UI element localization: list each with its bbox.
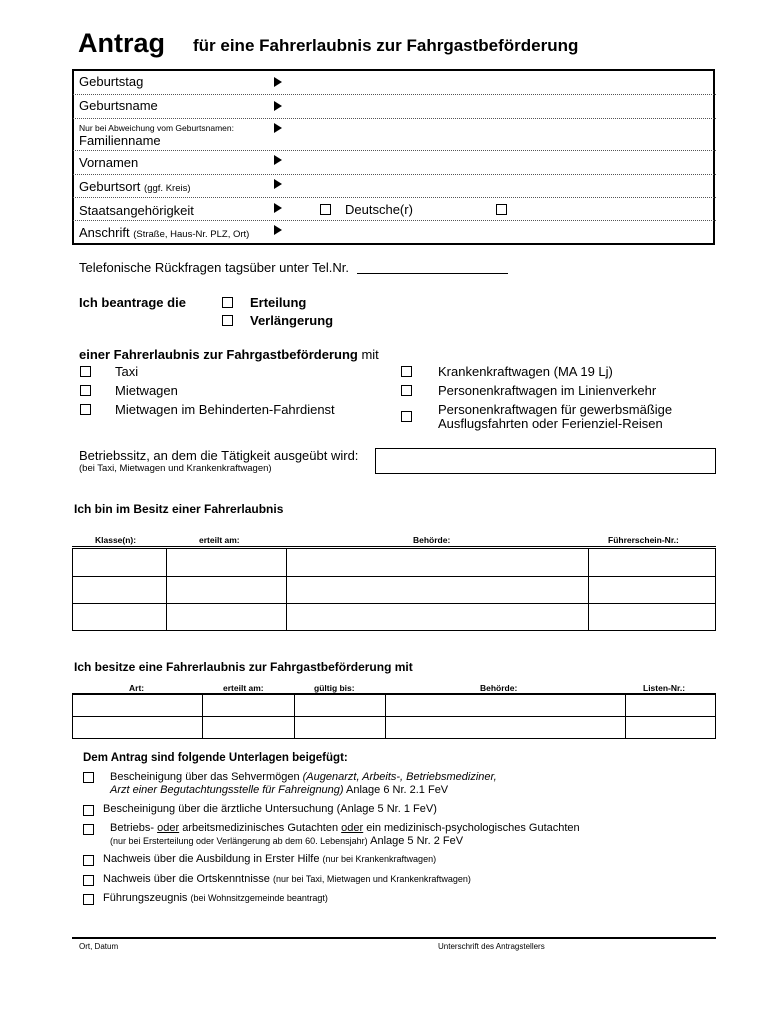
table-cell[interactable] (386, 717, 626, 739)
col-gueltig-bis: gültig bis: (314, 683, 355, 693)
table-cell[interactable] (295, 717, 386, 739)
label-ortskenntnisse: Nachweis über die Ortskenntnisse (nur bei Taxi, Mietwagen und Krankenkraftwagen) (103, 873, 471, 885)
personal-data-box (72, 69, 715, 245)
arrow-right-icon (274, 225, 282, 235)
checkbox-verlaengerung[interactable] (222, 315, 233, 326)
telefon-field[interactable] (357, 273, 508, 274)
table-cell[interactable] (386, 695, 626, 717)
col-erteilt-am-2: erteilt am: (223, 683, 264, 693)
fahrerlaubnis-table (72, 548, 716, 631)
table-cell[interactable] (589, 549, 716, 577)
fahrerlaubnis-heading: Ich bin im Besitz einer Fahrerlaubnis (74, 502, 284, 516)
table-cell[interactable] (167, 604, 287, 631)
checkbox-fuehrungszeugnis[interactable] (83, 894, 94, 905)
table-cell[interactable] (167, 549, 287, 577)
form-subtitle: für eine Fahrerlaubnis zur Fahrgastbeförderung (193, 36, 579, 55)
checkbox-ortskenntnisse[interactable] (83, 875, 94, 886)
col-klasse: Klasse(n): (95, 535, 137, 545)
table-top-rule (72, 546, 716, 547)
label-familienname: Familienname (79, 133, 161, 148)
col-behoerde-2: Behörde: (480, 683, 518, 693)
table-cell[interactable] (73, 717, 203, 739)
arrow-right-icon (274, 203, 282, 213)
table-cell[interactable] (626, 695, 716, 717)
label-krankenkraftwagen: Krankenkraftwagen (MA 19 Lj) (438, 364, 613, 379)
fahrgast-heading: Ich besitze eine Fahrerlaubnis zur Fahrgastbeförderung mit (74, 660, 413, 674)
label-telefon: Telefonische Rückfragen tagsüber unter Tel.Nr. (79, 260, 350, 275)
table-cell[interactable] (73, 577, 167, 604)
label-fuehrungszeugnis: Führungszeugnis (bei Wohnsitzgemeinde beantragt) (103, 892, 328, 904)
checkbox-linienverkehr[interactable] (401, 385, 412, 396)
label-sehvermoegen: Bescheinigung über das Sehvermögen (Augenarzt, Arbeits-, Betriebsmediziner, Arzt einer Begutachtungsstelle für Fahreignung) Anlage 6 Nr. 2.1 FeV (110, 771, 497, 796)
checkbox-gutachten[interactable] (83, 824, 94, 835)
col-fuehrerschein-nr: Führerschein-Nr.: (608, 535, 679, 545)
label-ausflugsfahrten-2: Ausflugsfahrten oder Ferienziel-Reisen (438, 416, 663, 431)
label-erste-hilfe: Nachweis über die Ausbildung in Erster Hilfe (nur bei Krankenkraftwagen) (103, 853, 437, 865)
table-cell[interactable] (589, 577, 716, 604)
label-taxi: Taxi (115, 364, 139, 379)
label-geburtsort: Geburtsort (ggf. Kreis) (79, 179, 191, 194)
label-betriebssitz: Betriebssitz, an dem die Tätigkeit ausgeübt wird: (79, 448, 359, 463)
table-cell[interactable] (73, 695, 203, 717)
label-betriebssitz-note: (bei Taxi, Mietwagen und Krankenkraftwagen) (79, 463, 272, 474)
table-row (73, 717, 716, 739)
label-ausflugsfahrten-1: Personenkraftwagen für gewerbsmäßige (438, 402, 673, 417)
label-beantrage: Ich beantrage die (79, 295, 186, 310)
label-gutachten: Betriebs- oder arbeitsmedizinisches Gutachten oder ein medizinisch-psychologisches Gutachten (nur bei Ersterteilung oder Verlängerung ab dem 60. Lebensjahr) Anlage 5 Nr. 2 FeV (110, 822, 580, 847)
table-cell[interactable] (73, 549, 167, 577)
label-mietwagen: Mietwagen (115, 383, 178, 398)
table-cell[interactable] (203, 695, 295, 717)
table-cell[interactable] (287, 549, 589, 577)
table-cell[interactable] (295, 695, 386, 717)
table-row (73, 549, 716, 577)
label-abweichung-note: Nur bei Abweichung vom Geburtsnamen: (79, 123, 234, 133)
label-verlaengerung: Verlängerung (250, 313, 334, 328)
arrow-right-icon (274, 123, 282, 133)
checkbox-mietwagen[interactable] (80, 385, 91, 396)
col-behoerde: Behörde: (413, 535, 451, 545)
col-listen-nr: Listen-Nr.: (643, 683, 686, 693)
betriebssitz-field[interactable] (375, 448, 716, 474)
checkbox-krankenkraftwagen[interactable] (401, 366, 412, 377)
label-ort-datum: Ort, Datum (79, 942, 119, 951)
checkbox-erste-hilfe[interactable] (83, 855, 94, 866)
table-cell[interactable] (626, 717, 716, 739)
table-cell[interactable] (203, 717, 295, 739)
label-erteilung: Erteilung (250, 295, 307, 310)
label-deutsche: Deutsche(r) (345, 202, 413, 217)
checkbox-andere-staatsangehoerigkeit[interactable] (496, 204, 507, 215)
label-geburtsname: Geburtsname (79, 98, 158, 113)
table-cell[interactable] (589, 604, 716, 631)
checkbox-mietwagen-behinderten[interactable] (80, 404, 91, 415)
checkbox-taxi[interactable] (80, 366, 91, 377)
arrow-right-icon (274, 101, 282, 111)
signature-line[interactable] (72, 937, 716, 939)
arrow-right-icon (274, 155, 282, 165)
checkbox-aerztliche-untersuchung[interactable] (83, 805, 94, 816)
table-row (73, 604, 716, 631)
label-anschrift: Anschrift (Straße, Haus-Nr. PLZ, Ort) (79, 225, 250, 240)
label-linienverkehr: Personenkraftwagen im Linienverkehr (438, 383, 657, 398)
checkbox-deutsche[interactable] (320, 204, 331, 215)
checkbox-ausflugsfahrten[interactable] (401, 411, 412, 422)
col-erteilt-am: erteilt am: (199, 535, 240, 545)
table-row (73, 577, 716, 604)
checkbox-erteilung[interactable] (222, 297, 233, 308)
unterlagen-heading: Dem Antrag sind folgende Unterlagen beigefügt: (83, 752, 348, 764)
label-unterschrift: Unterschrift des Antragstellers (438, 942, 545, 951)
fahrgast-table (72, 694, 716, 739)
col-art: Art: (129, 683, 145, 693)
label-aerztliche-untersuchung: Bescheinigung über die ärztliche Untersuchung (Anlage 5 Nr. 1 FeV) (103, 803, 437, 815)
table-cell[interactable] (167, 577, 287, 604)
table-cell[interactable] (73, 604, 167, 631)
arrow-right-icon (274, 179, 282, 189)
label-geburtstag: Geburtstag (79, 74, 144, 89)
label-mietwagen-behinderten: Mietwagen im Behinderten-Fahrdienst (115, 402, 335, 417)
label-vornamen: Vornamen (79, 155, 139, 170)
table-cell[interactable] (287, 577, 589, 604)
table-row (73, 695, 716, 717)
checkbox-sehvermoegen[interactable] (83, 772, 94, 783)
label-staatsangehoerigkeit: Staatsangehörigkeit (79, 203, 194, 218)
arrow-right-icon (274, 77, 282, 87)
table-cell[interactable] (287, 604, 589, 631)
form-title: Antrag (78, 28, 165, 58)
fahrzeuge-heading: einer Fahrerlaubnis zur Fahrgastbeförderung mit (79, 347, 379, 362)
